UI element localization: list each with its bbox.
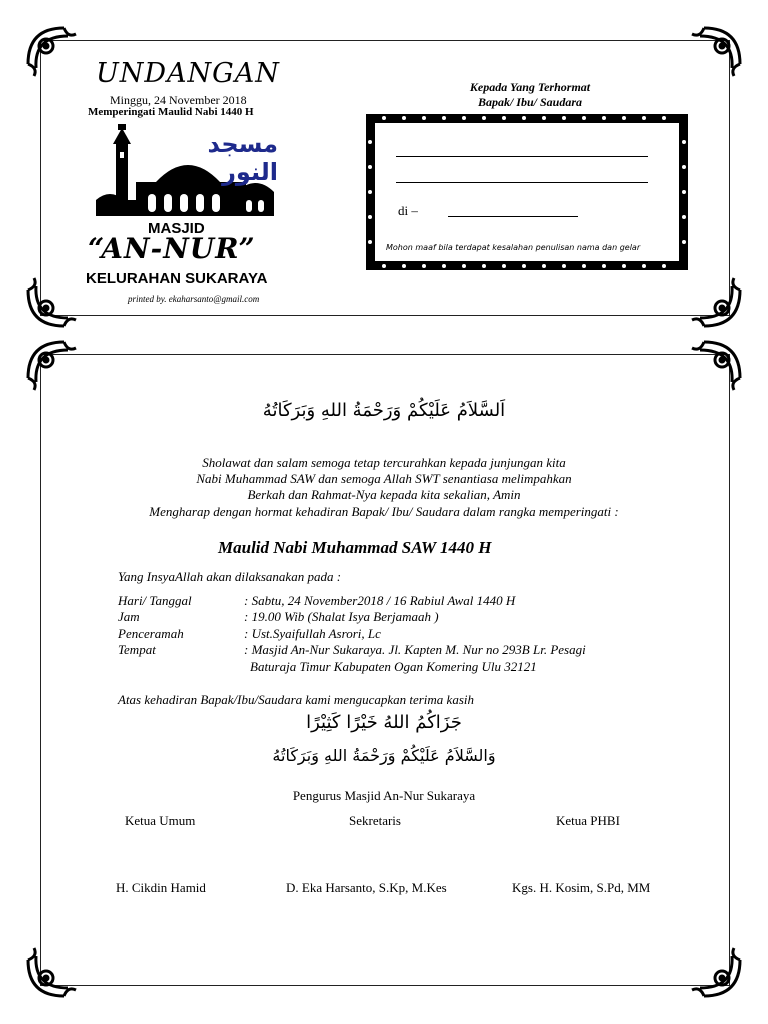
detail-value-date: : Sabtu, 24 November2018 / 16 Rabiul Awal 1440 H xyxy=(244,593,516,608)
detail-label-speaker: Penceramah xyxy=(118,626,184,641)
detail-label-place: Tempat xyxy=(118,642,156,657)
intro-line-2: Nabi Muhammad SAW dan semoga Allah SWT senantiasa melimpahkan xyxy=(196,471,572,486)
mosque-logo xyxy=(96,122,278,218)
printed-by: printed by. ekaharsanto@gmail.com xyxy=(128,294,260,304)
detail-label-date: Hari/ Tanggal xyxy=(118,593,192,608)
logo-location: KELURAHAN SUKARAYA xyxy=(86,270,268,287)
greeting-arabic: اَلسَّلاَمُ عَلَيْكُمْ وَرَحْمَةُ اللهِ وَبَرَكَاتُهُ xyxy=(262,400,506,421)
recipient-di-label: di – xyxy=(398,203,418,218)
recipient-address-line xyxy=(448,216,578,217)
ornament-corner-icon xyxy=(24,24,80,80)
detail-address-continued: Baturaja Timur Kabupaten Ogan Komering Ulu 32121 xyxy=(250,659,537,674)
recipient-heading-line1: Kepada Yang Terhormat xyxy=(469,80,591,94)
ornament-corner-icon xyxy=(24,274,80,330)
closing-arabic: وَالسَّلاَمُ عَلَيْكُمْ وَرَحْمَةُ اللهِ وَبَرَكَاتُهُ xyxy=(272,746,496,765)
recipient-heading-line2: Bapak/ Ibu/ Saudara xyxy=(477,95,583,109)
signatory-name: Kgs. H. Kosim, S.Pd, MM xyxy=(512,880,651,895)
event-title: Maulid Nabi Muhammad SAW 1440 H xyxy=(218,538,492,557)
thanks-text: Atas kehadiran Bapak/Ibu/Saudara kami mengucapkan terima kasih xyxy=(118,692,474,707)
committee-name: Pengurus Masjid An-Nur Sukaraya xyxy=(292,788,476,803)
intro-line-3: Berkah dan Rahmat-Nya kepada kita sekalian, Amin xyxy=(247,487,521,502)
signatory-name: D. Eka Harsanto, S.Kp, M.Kes xyxy=(286,880,447,895)
logo-arabic-text: مسجد النور xyxy=(207,130,278,186)
ornament-corner-icon xyxy=(688,274,744,330)
logo-word-masjid: MASJID xyxy=(148,220,205,237)
invitation-title: UNDANGAN xyxy=(96,58,280,89)
ornament-corner-icon xyxy=(688,24,744,80)
ornament-corner-icon xyxy=(688,338,744,394)
detail-value-time: : 19.00 Wib (Shalat Isya Berjamaah ) xyxy=(244,609,439,624)
schedule-intro: Yang InsyaAllah akan dilaksanakan pada : xyxy=(118,569,342,584)
signatory-name: H. Cikdin Hamid xyxy=(116,880,206,895)
invitation-purpose: Memperingati Maulid Nabi 1440 H xyxy=(88,106,254,118)
logo-name: “AN-NUR” xyxy=(88,232,256,265)
intro-line-4: Mengharap dengan hormat kehadiran Bapak/ Ibu/ Saudara dalam rangka memperingati : xyxy=(149,504,619,519)
signatory-role: Ketua PHBI xyxy=(556,813,620,828)
ornament-corner-icon xyxy=(24,944,80,1000)
intro-line-1: Sholawat dan salam semoga tetap tercurahkan kepada junjungan kita xyxy=(202,455,566,470)
signatory-role: Sekretaris xyxy=(349,813,401,828)
recipient-title-line xyxy=(396,182,648,183)
jazakallah-arabic: جَزَاكُمُ اللهُ خَيْرًا كَثِيْرًا xyxy=(306,712,462,733)
recipient-note: Mohon maaf bila terdapat kesalahan penulisan nama dan gelar xyxy=(386,243,641,252)
detail-label-time: Jam xyxy=(118,609,140,624)
ornament-corner-icon xyxy=(24,338,80,394)
recipient-name-line xyxy=(396,156,648,157)
signatory-role: Ketua Umum xyxy=(125,813,196,828)
invitation-date: Minggu, 24 November 2018 xyxy=(110,93,247,107)
ornament-corner-icon xyxy=(688,944,744,1000)
detail-value-place: : Masjid An-Nur Sukaraya. Jl. Kapten M. Nur no 293B Lr. Pesagi xyxy=(244,642,586,657)
detail-value-speaker: : Ust.Syaifullah Asrori, Lc xyxy=(244,626,381,641)
